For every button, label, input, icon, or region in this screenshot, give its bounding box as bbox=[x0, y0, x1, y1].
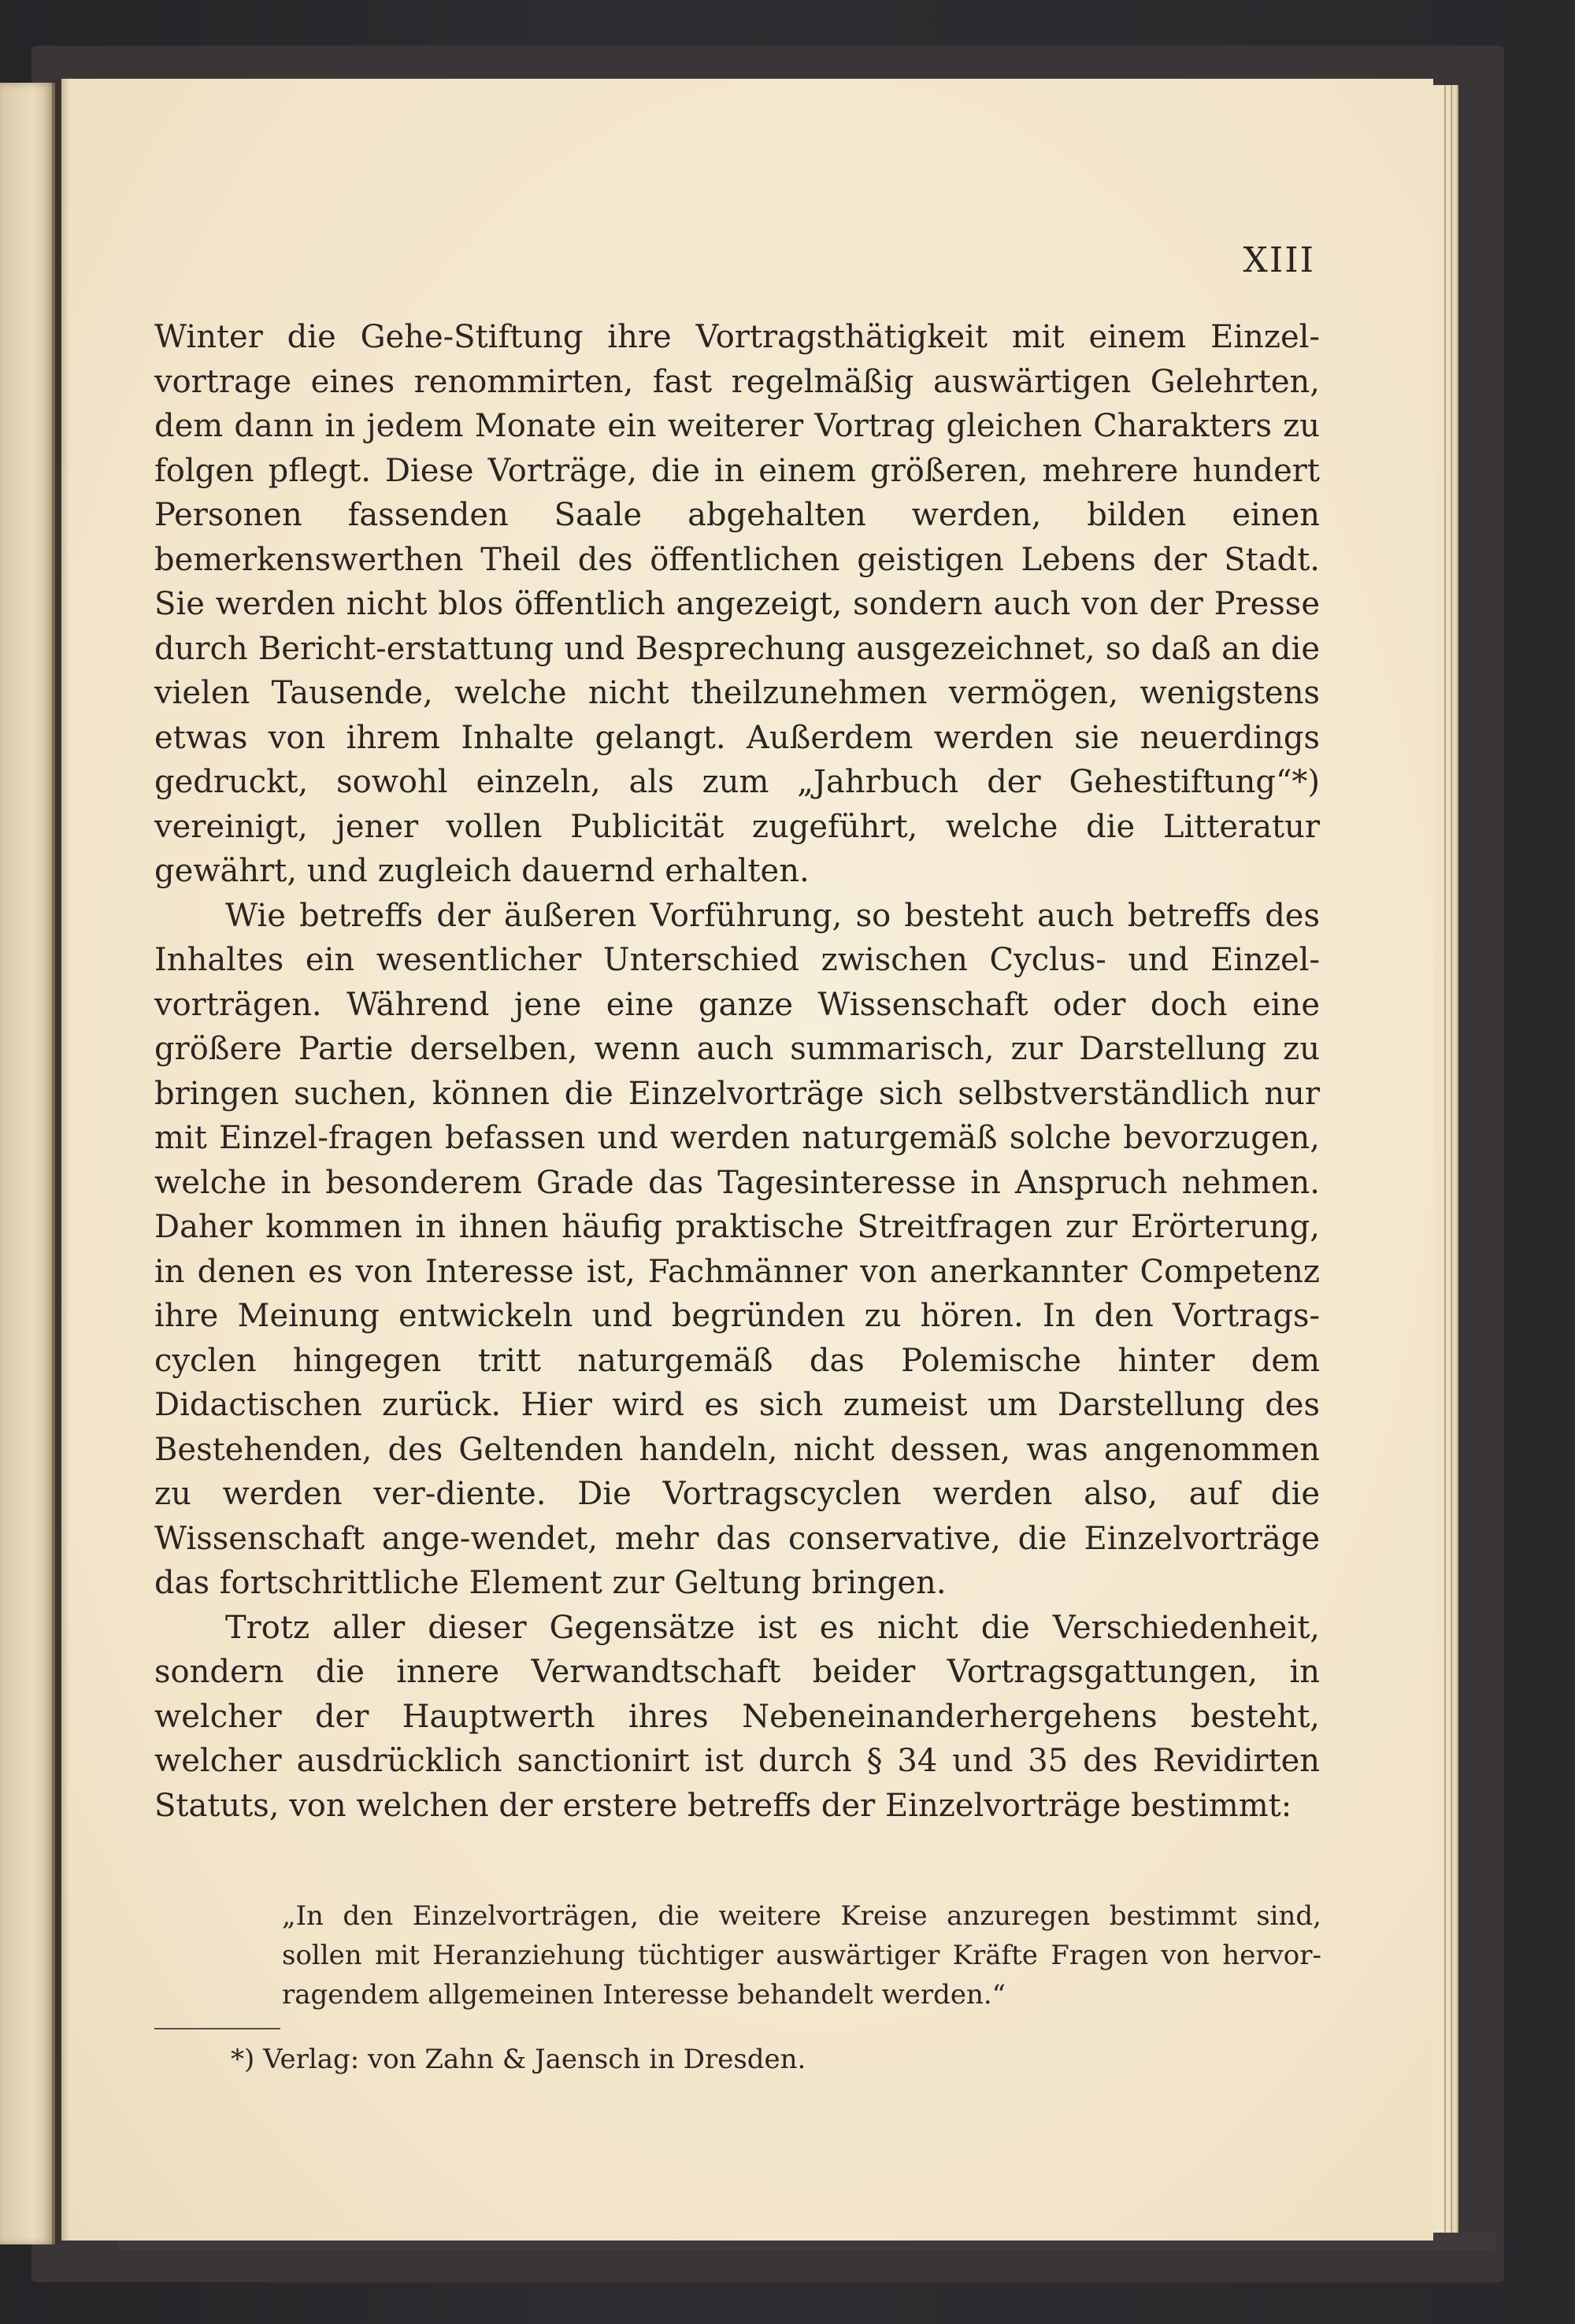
book-page bbox=[61, 79, 1433, 2241]
paragraph-2: Wie betreffs der äußeren Vorführung, so besteht auch betreffs des Inhaltes ein wesentlicher Unterschied zwischen Cyclus- und Einzel-vorträgen. Während jene eine ganze Wissenschaft oder doch eine größere Partie derselben, wenn auch summarisch, zur Darstellung zu bringen suchen, können die Einzelvorträge sich selbstverständlich nur mit Einzel-fragen befassen und werden naturgemäß solche bevorzugen, welche in besonderem Grade das Tagesinteresse in Anspruch nehmen. Daher kommen in ihnen häufig praktische Streitfragen zur Erörterung, in denen es von Interesse ist, Fachmänner von anerkannter Competenz ihre Meinung entwickeln und begründen zu hören. In den Vortrags-cyclen hingegen tritt naturgemäß das Polemische hinter dem Didactischen zurück. Hier wird es sich zumeist um Darstellung des Bestehenden, des Geltenden handeln, nicht dessen, was angenommen zu werden ver-diente. Die Vortragscyclen werden also, auf die Wissenschaft ange-wendet, mehr das conservative, die Einzelvorträge das fortschrittliche Element zur Geltung bringen. bbox=[154, 897, 1320, 1601]
paragraph-3: Trotz aller dieser Gegensätze ist es nicht die Verschiedenheit, sondern die innere Verwandtschaft beider Vortragsgattungen, in welcher der Hauptwerth ihres Nebeneinanderhergehens besteht, welcher ausdrücklich sanctionirt ist durch § 34 und 35 des Revidirten Statuts, von welchen der erstere betreffs der Einzelvorträge bestimmt: bbox=[154, 1609, 1320, 1824]
footnote-divider bbox=[154, 2028, 280, 2029]
footnote: *) Verlag: von Zahn & Jaensch in Dresden. bbox=[231, 2044, 806, 2075]
gutter-shadow bbox=[52, 79, 69, 2244]
body-text bbox=[154, 315, 1320, 1828]
paragraph-1: Winter die Gehe-Stiftung ihre Vortragsthätigkeit mit einem Einzel-vortrage eines renommirten, fast regelmäßig auswärtigen Gelehrten, dem dann in jedem Monate ein weiterer Vortrag gleichen Charakters zu folgen pflegt. Diese Vorträge, die in einem größeren, mehrere hundert Personen fassenden Saale abgehalten werden, bilden einen bemerkenswerthen Theil des öffentlichen geistigen Lebens der Stadt. Sie werden nicht blos öffentlich angezeigt, sondern auch von der Presse durch Bericht-erstattung und Besprechung ausgezeichnet, so daß an die vielen Tausende, welche nicht theilzunehmen vermögen, wenigstens etwas von ihrem Inhalte gelangt. Außerdem werden sie neuerdings gedruckt, sowohl einzeln, als zum „Jahrbuch der Gehestiftung“*) vereinigt, jener vollen Publicität zugeführt, welche die Litteratur gewährt, und zugleich dauernd erhalten. bbox=[154, 319, 1320, 889]
previous-page-edge bbox=[0, 83, 55, 2244]
page-number: XIII bbox=[1243, 240, 1315, 280]
statute-quote: „In den Einzelvorträgen, die weitere Kreise anzuregen bestimmt sind, sollen mit Heranziehung tüchtiger auswärtiger Kräfte Fragen von hervor-ragendem allgemeinen Interesse behandelt werden.“ bbox=[282, 1900, 1321, 2011]
